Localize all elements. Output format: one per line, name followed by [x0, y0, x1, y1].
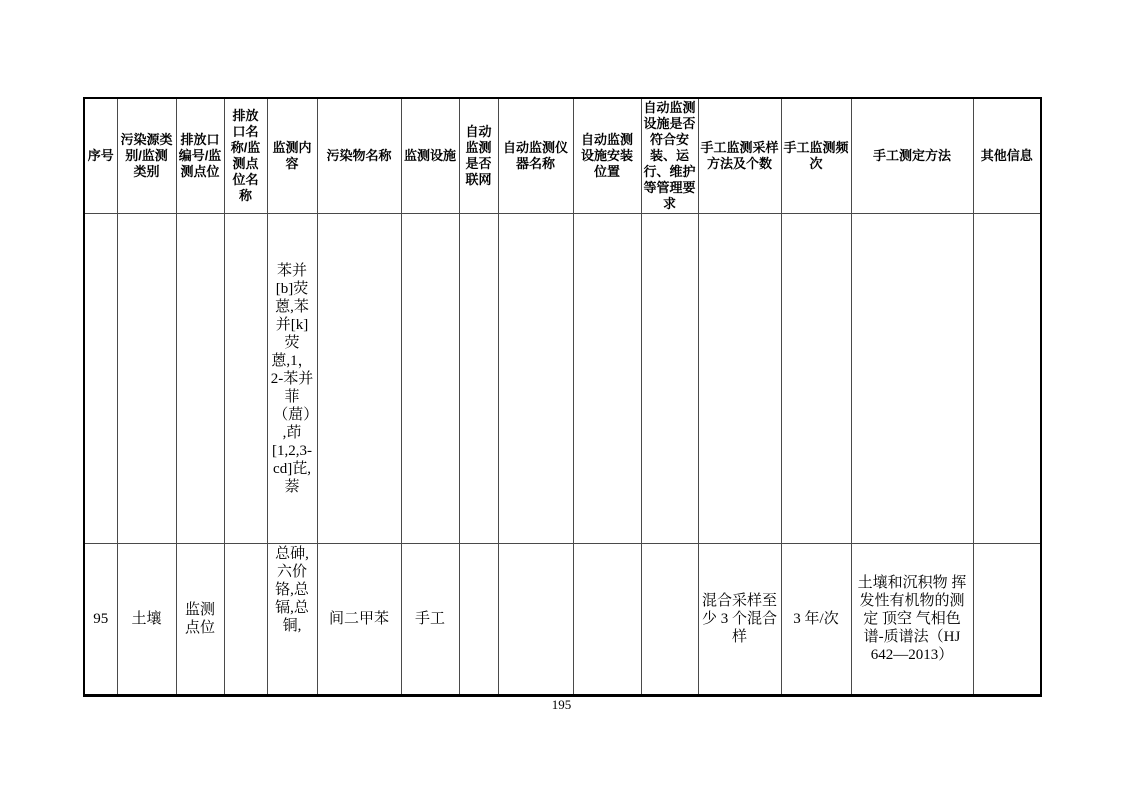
cell-auto-instrument — [498, 214, 573, 544]
col-header-other-info: 其他信息 — [973, 98, 1041, 214]
cell-outlet-name — [224, 544, 267, 696]
cell-manual-sampling-method: 混合采样至少 3 个混合样 — [698, 544, 781, 696]
page-number: 195 — [551, 697, 572, 712]
cell-outlet-name — [224, 214, 267, 544]
col-header-auto-compliance: 自动监测设施是否符合安装、运行、维护等管理要求 — [641, 98, 698, 214]
cell-auto-install-location — [573, 544, 641, 696]
cell-pollutant-name: 间二甲苯 — [317, 544, 401, 696]
col-header-serial: 序号 — [84, 98, 117, 214]
col-header-auto-networked: 自动监测是否联网 — [459, 98, 498, 214]
col-header-outlet-name: 排放口名称/监测点位名称 — [224, 98, 267, 214]
cell-other-info — [973, 214, 1041, 544]
col-header-pollutant-name: 污染物名称 — [317, 98, 401, 214]
cell-source-category — [117, 214, 176, 544]
col-header-manual-method: 手工测定方法 — [851, 98, 973, 214]
cell-auto-compliance — [641, 214, 698, 544]
cell-monitoring-content: 苯并[b]荧蒽,苯并[k]荧蒽,1，2-苯并菲（䓛）,茚[1,2,3-cd]芘,萘 — [267, 214, 317, 544]
col-header-outlet-number: 排放口编号/监测点位 — [176, 98, 224, 214]
col-header-manual-sampling-method: 手工监测采样方法及个数 — [698, 98, 781, 214]
cell-manual-method — [851, 214, 973, 544]
self-monitoring-table — [83, 97, 1042, 697]
cell-monitoring-facility: 手工 — [401, 544, 459, 696]
cell-manual-frequency — [781, 214, 851, 544]
col-header-auto-install-location: 自动监测设施安装位置 — [573, 98, 641, 214]
cell-other-info — [973, 544, 1041, 696]
cell-auto-networked — [459, 544, 498, 696]
table-row-95 — [84, 544, 1041, 696]
col-header-manual-frequency: 手工监测频次 — [781, 98, 851, 214]
cell-outlet-number — [176, 214, 224, 544]
col-header-monitoring-content: 监测内容 — [267, 98, 317, 214]
col-header-auto-instrument: 自动监测仪器名称 — [498, 98, 573, 214]
cell-manual-frequency: 3 年/次 — [781, 544, 851, 696]
cell-serial — [84, 214, 117, 544]
clipped-text: 总砷,六价铬,总镉,总铜, — [275, 546, 309, 634]
cell-source-category: 土壤 — [117, 544, 176, 696]
table-row-continuation — [84, 214, 1041, 544]
cell-manual-sampling-method — [698, 214, 781, 544]
cell-pollutant-name — [317, 214, 401, 544]
col-header-monitoring-facility: 监测设施 — [401, 98, 459, 214]
cell-outlet-number: 监测点位 — [176, 544, 224, 696]
cell-manual-method: 土壤和沉积物 挥发性有机物的测定 顶空 气相色谱-质谱法（HJ 642—2013） — [851, 544, 973, 696]
cell-monitoring-content — [267, 544, 317, 696]
cell-monitoring-facility — [401, 214, 459, 544]
cell-auto-networked — [459, 214, 498, 544]
col-header-source-category: 污染源类别/监测类别 — [117, 98, 176, 214]
cell-serial: 95 — [84, 544, 117, 696]
cell-auto-compliance — [641, 544, 698, 696]
cell-auto-install-location — [573, 214, 641, 544]
cell-auto-instrument — [498, 544, 573, 696]
table-header-row — [84, 98, 1041, 214]
